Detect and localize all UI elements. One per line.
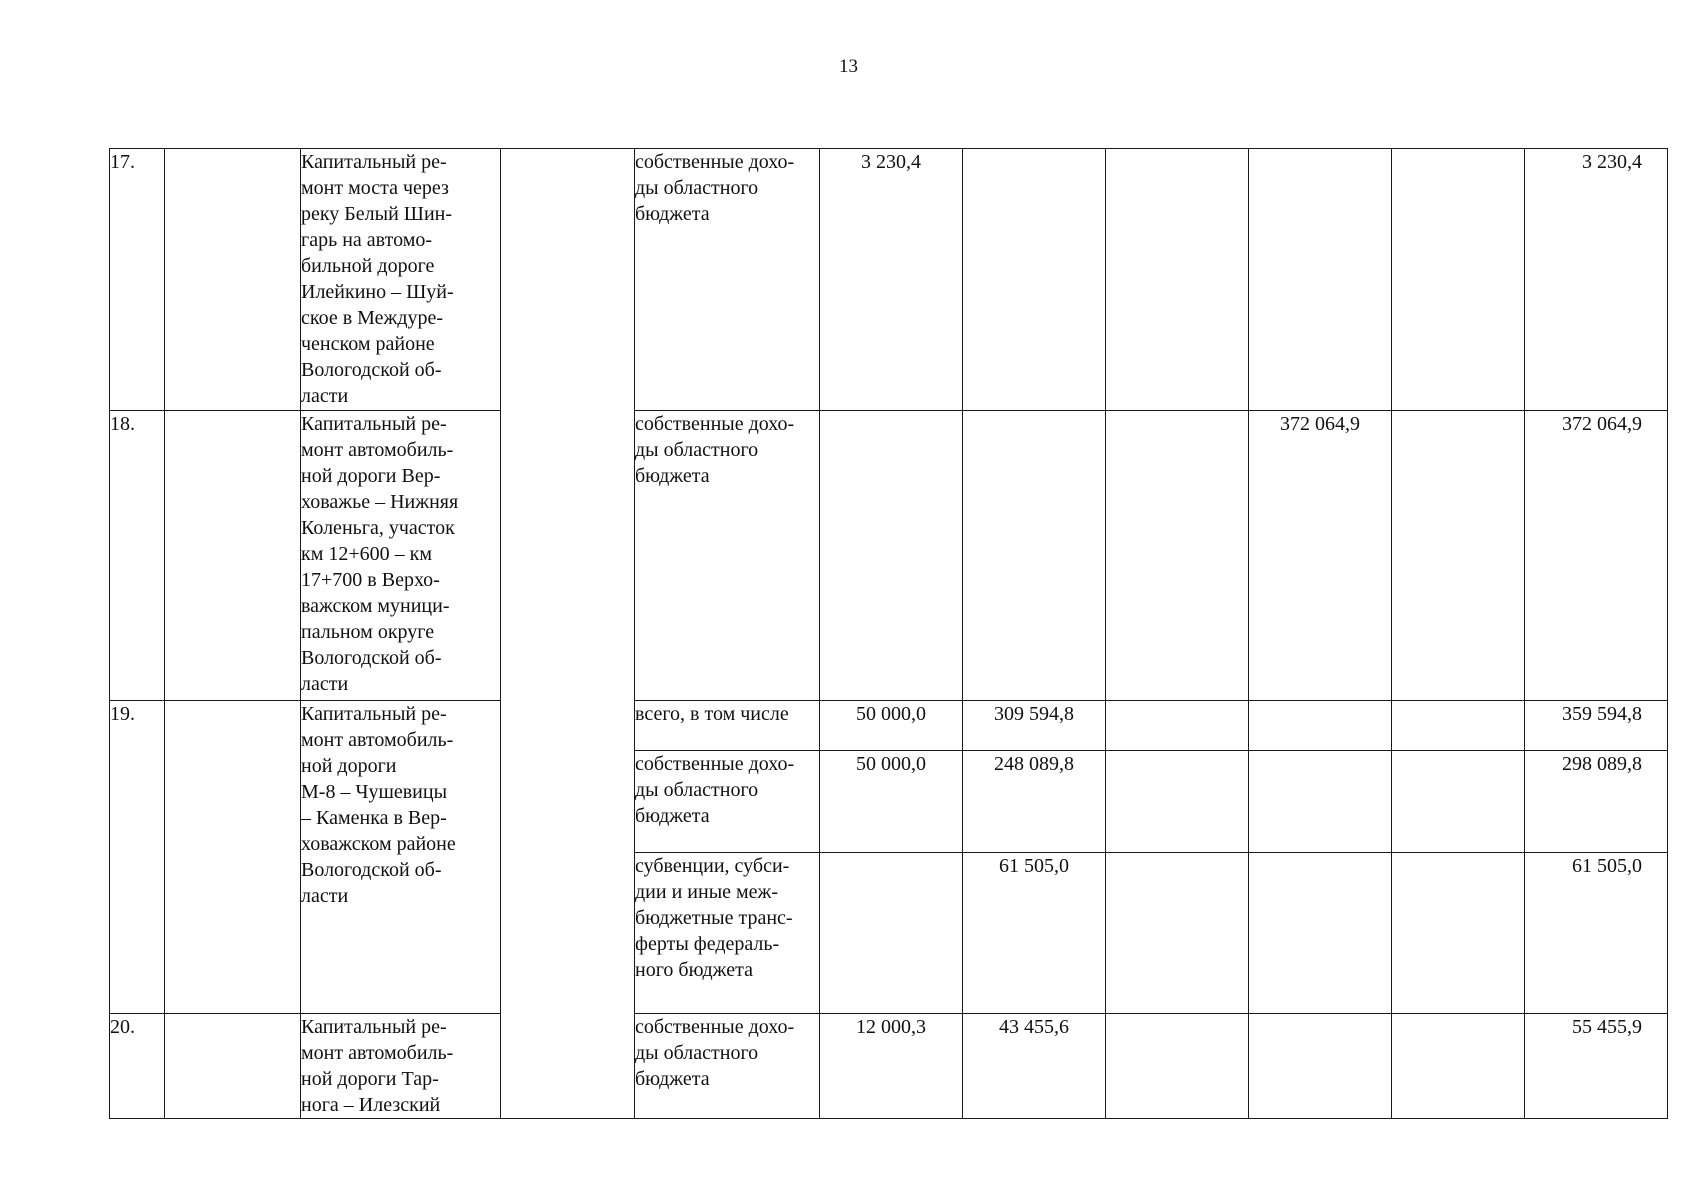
value-year-1: 50 000,0 <box>820 751 963 853</box>
value-year-3 <box>1106 149 1249 411</box>
funding-source <box>635 411 820 701</box>
value-year-4 <box>1249 1014 1392 1119</box>
funding-source <box>635 1014 820 1119</box>
funding-source <box>635 853 820 1014</box>
value-year-5 <box>1392 751 1525 853</box>
funding-source-text: собственные дохо- ды областного бюджета <box>635 151 795 225</box>
value-year-1: 3 230,4 <box>820 149 963 411</box>
row-number: 20. <box>110 1014 165 1119</box>
value-total: 55 455,9 <box>1525 1014 1668 1119</box>
object-name-text: Капитальный ре- монт моста через реку Белый Шин- гарь на автомо- бильной дороге Илейкино – Шуй- ское в Междуре- ченском районе Вологодской об- ласти <box>301 151 454 407</box>
object-name-text: Капитальный ре- монт автомобиль- ной дороги Тар- нога – Илезский <box>301 1016 454 1116</box>
row-number: 19. <box>110 701 165 1014</box>
value-year-3 <box>1106 701 1249 751</box>
empty-cell <box>165 411 301 701</box>
table-row <box>110 149 1668 411</box>
value-year-2: 248 089,8 <box>963 751 1106 853</box>
object-name-text: Капитальный ре- монт автомобиль- ной дороги Вер- ховажье – Нижняя Коленьга, участок км 12+600 – км 17+700 в Верхо- важском муници- пальном округе Вологодской об- ласти <box>301 413 459 695</box>
page-number: 13 <box>839 56 858 77</box>
value-year-2: 43 455,6 <box>963 1014 1106 1119</box>
value-year-5 <box>1392 149 1525 411</box>
value-year-5 <box>1392 701 1525 751</box>
funding-source-text: субвенции, субси- дии и иные меж- бюджетные транс- ферты федераль- ного бюджета <box>635 855 793 981</box>
empty-cell <box>165 149 301 411</box>
empty-cell <box>165 701 301 1014</box>
value-year-3 <box>1106 751 1249 853</box>
value-year-2 <box>963 411 1106 701</box>
value-year-3 <box>1106 853 1249 1014</box>
value-year-4 <box>1249 701 1392 751</box>
value-year-5 <box>1392 1014 1525 1119</box>
budget-table <box>109 148 1668 1119</box>
funding-source-text: собственные дохо- ды областного бюджета <box>635 1016 795 1090</box>
row-number: 17. <box>110 149 165 411</box>
value-total: 359 594,8 <box>1525 701 1668 751</box>
object-name <box>301 411 501 701</box>
table-row <box>110 701 1668 751</box>
table-row <box>110 411 1668 701</box>
value-year-1: 50 000,0 <box>820 701 963 751</box>
value-year-2 <box>963 149 1106 411</box>
value-total: 61 505,0 <box>1525 853 1668 1014</box>
value-year-1 <box>820 411 963 701</box>
funding-source <box>635 751 820 853</box>
value-year-5 <box>1392 411 1525 701</box>
value-year-2: 309 594,8 <box>963 701 1106 751</box>
value-total: 372 064,9 <box>1525 411 1668 701</box>
value-year-4 <box>1249 853 1392 1014</box>
object-name <box>301 701 501 1014</box>
table-row <box>110 1014 1668 1119</box>
value-year-3 <box>1106 1014 1249 1119</box>
value-year-4 <box>1249 751 1392 853</box>
value-year-2: 61 505,0 <box>963 853 1106 1014</box>
funding-source-text: собственные дохо- ды областного бюджета <box>635 413 795 487</box>
value-year-4 <box>1249 149 1392 411</box>
funding-source-text: всего, в том числе <box>635 703 789 725</box>
value-total: 298 089,8 <box>1525 751 1668 853</box>
row-number: 18. <box>110 411 165 701</box>
value-year-3 <box>1106 411 1249 701</box>
funding-source <box>635 701 820 751</box>
value-year-5 <box>1392 853 1525 1014</box>
object-name <box>301 149 501 411</box>
object-name-text: Капитальный ре- монт автомобиль- ной дороги М-8 – Чушевицы – Каменка в Вер- ховажском районе Вологодской об- ласти <box>301 703 456 907</box>
empty-merged-cell <box>501 149 635 1119</box>
value-year-1 <box>820 853 963 1014</box>
funding-source-text: собственные дохо- ды областного бюджета <box>635 753 795 827</box>
empty-cell <box>165 1014 301 1119</box>
value-year-4: 372 064,9 <box>1249 411 1392 701</box>
value-total: 3 230,4 <box>1525 149 1668 411</box>
funding-source <box>635 149 820 411</box>
object-name <box>301 1014 501 1119</box>
value-year-1: 12 000,3 <box>820 1014 963 1119</box>
